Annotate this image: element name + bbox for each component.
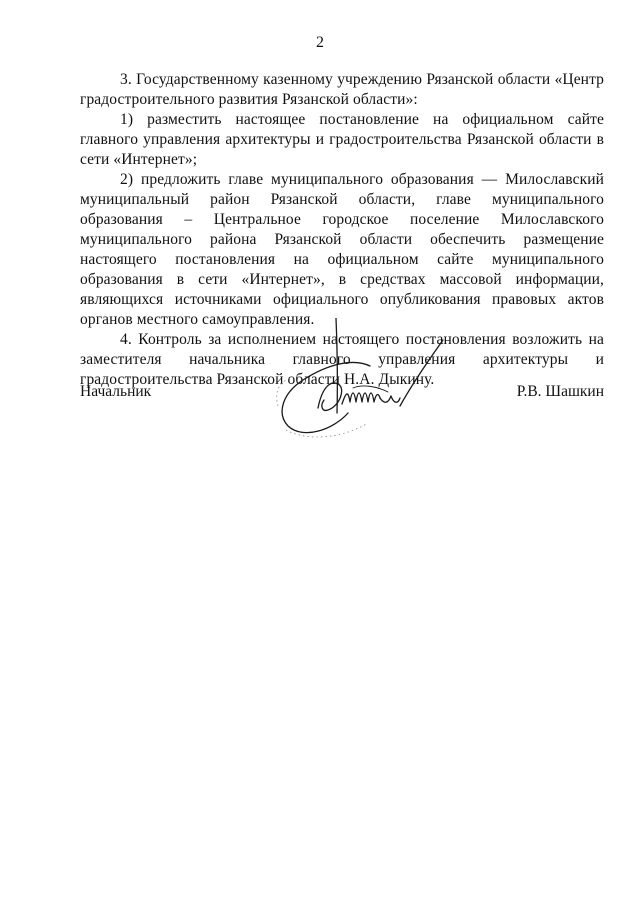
paragraph-item-4: 4. Контроль за исполнением настоящего постановления возложить на заместителя начальника главного управления архитектуры и градостроительства Рязанской области Н.А. Дыкину. xyxy=(80,331,604,388)
page-number: 2 xyxy=(316,34,324,51)
signatory-title: Начальник xyxy=(80,383,152,400)
paragraph-subitem-1: 1) разместить настоящее постановление на официальном сайте главного управления архитектуры и градостроительства Рязанской области в сети «Интернет»; xyxy=(80,111,604,168)
handwritten-signature xyxy=(258,318,458,443)
paragraph-item-3: 3. Государственному казенному учреждению Рязанской области «Центр градостроительного развития Рязанской области»: xyxy=(80,71,604,108)
paragraph-subitem-2: 2) предложить главе муниципального образования — Милославский муниципальный район Рязанской области, главе муниципального образования – Центральное городское поселение Милославского муниципального района Рязанской области обеспечить размещение настоящего постановления на официальном сайте муниципального образования в сети «Интернет», в средствах массовой информации, являющихся источниками официального опубликования правовых актов органов местного самоуправления. xyxy=(80,171,604,328)
signatory-name: Р.В. Шашкин xyxy=(516,383,604,400)
